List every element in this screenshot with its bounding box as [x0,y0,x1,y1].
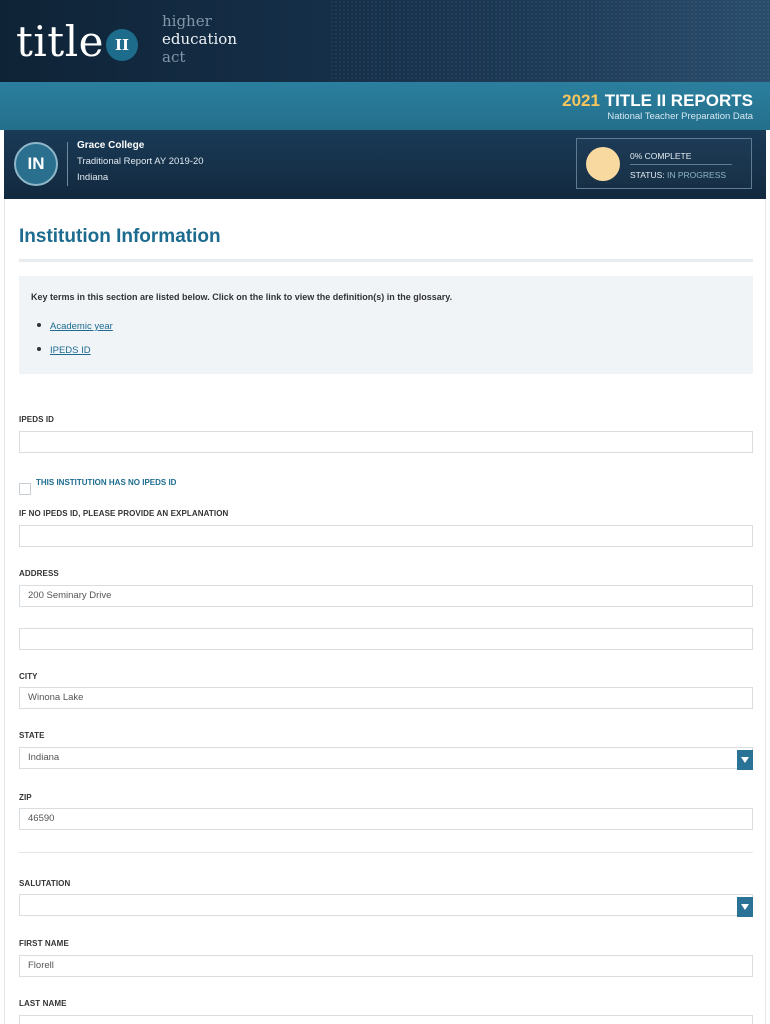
title-divider [19,259,753,262]
logo-line-2: education [162,30,237,48]
status-value: IN PROGRESS [667,170,727,180]
no-ipeds-checkbox[interactable] [19,483,31,495]
logo-tagline [162,12,237,66]
ipeds-id-input[interactable] [19,431,753,453]
logo-wordmark[interactable]: title [16,17,104,66]
explanation-label: IF NO IPEDS ID, PLEASE PROVIDE AN EXPLANATION [19,509,229,518]
state-select[interactable] [19,747,753,769]
divider [67,142,68,186]
address-label: ADDRESS [19,569,59,578]
report-strip [0,82,770,130]
state-dropdown-button[interactable] [737,750,753,770]
logo-line-3: act [162,48,186,66]
zip-input[interactable]: 46590 [19,808,753,830]
completion-percent: 0% COMPLETE [630,151,692,161]
institution-state: Indiana [77,172,109,183]
report-type: Traditional Report AY 2019-20 [77,156,204,167]
last-name-input[interactable] [19,1015,753,1024]
report-title-text: TITLE II REPORTS [604,91,753,110]
glossary-item [37,345,91,356]
report-title [562,91,753,111]
salutation-select[interactable] [19,894,753,916]
status-label: STATUS: [630,170,665,180]
logo-line-1: higher [162,12,212,30]
status-text [630,170,726,180]
glossary-box [19,276,753,374]
institution-name: Grace College [77,140,145,151]
report-subtitle: National Teacher Preparation Data [607,111,753,122]
glossary-link-ipeds-id[interactable]: IPEDS ID [50,345,91,356]
report-year: 2021 [562,91,600,110]
address-line2-input[interactable] [19,628,753,650]
explanation-input[interactable] [19,525,753,547]
first-name-label: FIRST NAME [19,939,69,948]
bullet-icon [37,323,41,327]
city-input[interactable]: Winona Lake [19,687,753,709]
ipeds-id-label: IPEDS ID [19,415,55,424]
section-divider [19,852,753,853]
institution-bar [4,130,766,199]
chevron-down-icon [741,757,749,763]
salutation-dropdown-button[interactable] [737,897,753,917]
bullet-icon [37,347,41,351]
progress-indicator-icon [586,147,620,181]
address-line1-input[interactable]: 200 Seminary Drive [19,585,753,607]
glossary-link-academic-year[interactable]: Academic year [50,321,113,332]
last-name-label: LAST NAME [19,999,67,1008]
salutation-label: SALUTATION [19,879,71,888]
site-header [0,0,770,82]
main-content [4,199,766,1024]
glossary-item [37,321,113,332]
header-texture [330,0,770,82]
zip-label: ZIP [19,793,32,802]
page-title: Institution Information [19,226,221,247]
state-badge: IN [14,142,58,186]
first-name-input[interactable]: Florell [19,955,753,977]
no-ipeds-checkbox-label[interactable]: THIS INSTITUTION HAS NO IPEDS ID [36,478,177,487]
state-select-value: Indiana [28,752,60,763]
status-divider [630,164,732,165]
glossary-intro: Key terms in this section are listed below. Click on the link to view the definition(s) in the glossary. [31,292,453,302]
logo-badge[interactable]: II [106,29,138,61]
state-label: STATE [19,731,45,740]
chevron-down-icon [741,904,749,910]
city-label: CITY [19,672,38,681]
completion-status-box [576,138,752,189]
